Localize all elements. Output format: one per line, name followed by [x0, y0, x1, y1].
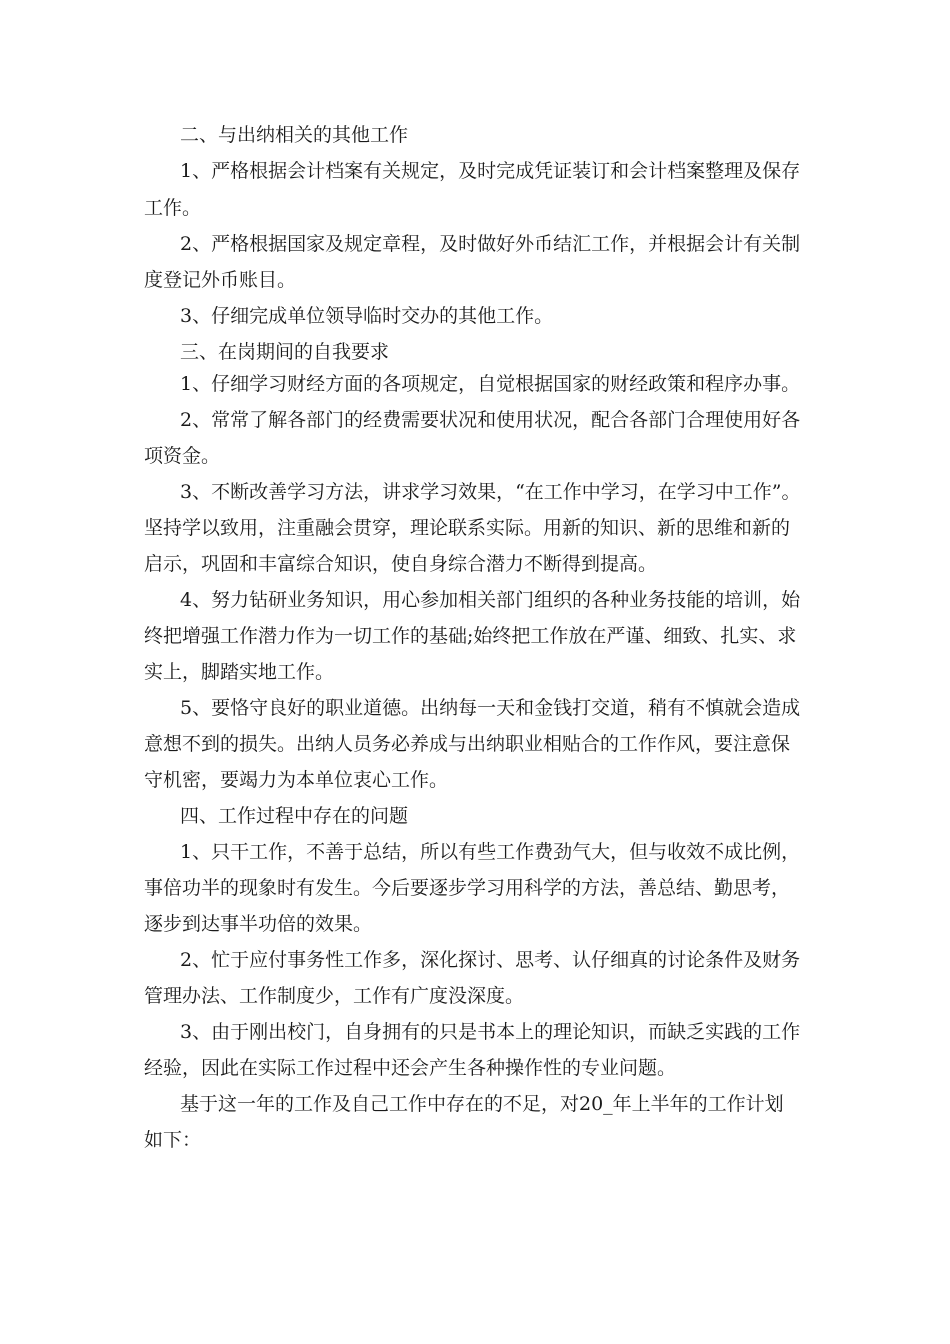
paragraph-line: 守机密，要竭力为本单位衷心工作。: [144, 769, 449, 791]
paragraph-line: 1、只干工作，不善于总结，所以有些工作费劲气大，但与收效不成比例，: [180, 841, 801, 863]
paragraph-line: 3、不断改善学习方法，讲求学习效果，“在工作中学习，在学习中工作”。: [180, 481, 801, 503]
paragraph-line: 3、仔细完成单位领导临时交办的其他工作。: [180, 305, 554, 327]
paragraph-line: 4、努力钻研业务知识，用心参加相关部门组织的各种业务技能的培训，始: [180, 589, 801, 611]
paragraph-line: 度登记外币账目。: [144, 269, 297, 291]
paragraph-line: 启示，巩固和丰富综合知识，使自身综合潜力不断得到提高。: [144, 553, 658, 575]
paragraph-line: 工作。: [144, 197, 202, 219]
paragraph-line: 2、常常了解各部门的经费需要状况和使用状况，配合各部门合理使用好各: [180, 409, 801, 431]
paragraph-line: 基于这一年的工作及自己工作中存在的不足，对20_年上半年的工作计划: [180, 1093, 784, 1115]
paragraph-line: 2、严格根据国家及规定章程，及时做好外币结汇工作，并根据会计有关制: [180, 233, 801, 255]
paragraph-line: 如下：: [144, 1129, 202, 1151]
section-heading: 四、工作过程中存在的问题: [180, 805, 409, 827]
paragraph-line: 2、忙于应付事务性工作多，深化探讨、思考、认仔细真的讨论条件及财务: [180, 949, 801, 971]
paragraph-line: 坚持学以致用，注重融会贯穿，理论联系实际。用新的知识、新的思维和新的: [144, 517, 791, 539]
paragraph-line: 意想不到的损失。出纳人员务必养成与出纳职业相贴合的工作作风，要注意保: [144, 733, 791, 755]
paragraph-line: 经验，因此在实际工作过程中还会产生各种操作性的专业问题。: [144, 1057, 677, 1079]
paragraph-line: 管理办法、工作制度少，工作有广度没深度。: [144, 985, 525, 1007]
paragraph-line: 3、由于刚出校门，自身拥有的只是书本上的理论知识，而缺乏实践的工作: [180, 1021, 801, 1043]
paragraph-line: 逐步到达事半功倍的效果。: [144, 913, 373, 935]
paragraph-line: 项资金。: [144, 445, 221, 467]
paragraph-line: 事倍功半的现象时有发生。今后要逐步学习用科学的方法，善总结、勤思考，: [144, 877, 791, 899]
section-heading: 三、在岗期间的自我要求: [180, 341, 390, 363]
paragraph-line: 1、严格根据会计档案有关规定，及时完成凭证装订和会计档案整理及保存: [180, 160, 801, 182]
paragraph-line: 5、要恪守良好的职业道德。出纳每一天和金钱打交道，稍有不慎就会造成: [180, 697, 801, 719]
paragraph-line: 实上，脚踏实地工作。: [144, 661, 335, 683]
paragraph-line: 终把增强工作潜力作为一切工作的基础;始终把工作放在严谨、细致、扎实、求: [144, 625, 797, 647]
section-heading: 二、与出纳相关的其他工作: [180, 124, 409, 146]
paragraph-line: 1、仔细学习财经方面的各项规定，自觉根据国家的财经政策和程序办事。: [180, 373, 801, 395]
